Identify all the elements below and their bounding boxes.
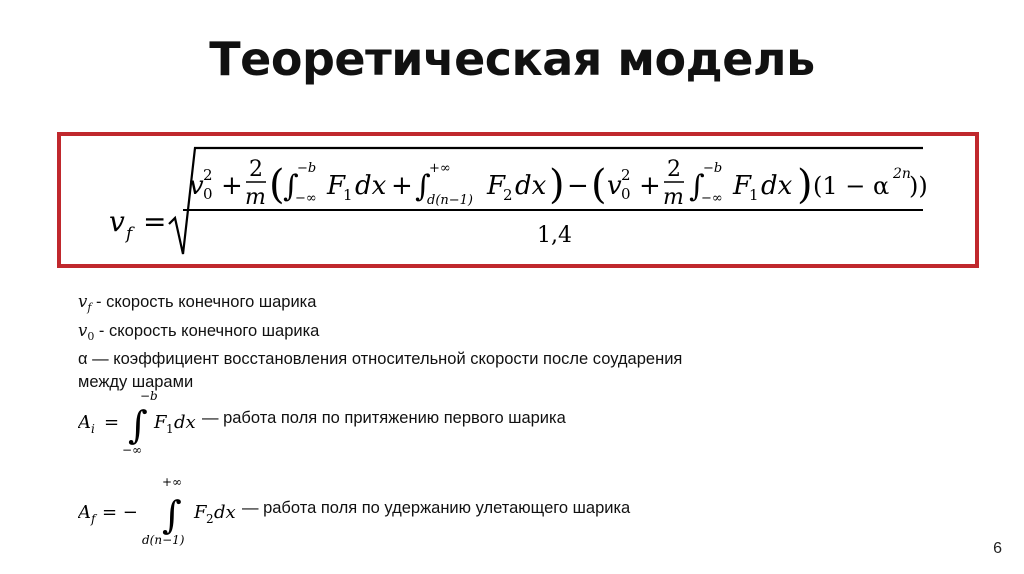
- num-integral-1: ∫: [283, 169, 299, 204]
- def-text: — коэффициент восстановления относительной скорости после соударения: [87, 350, 683, 368]
- af-integrand-sub: 2: [206, 512, 214, 526]
- num-v0-b-sub: 0: [621, 185, 631, 203]
- num-dx-2: dx: [515, 171, 547, 201]
- num-v0-b: v: [607, 171, 622, 201]
- num-v0-sub: 0: [203, 185, 213, 203]
- denominator: 1,4: [537, 223, 572, 248]
- num-integral-3: ∫: [689, 169, 705, 204]
- num-int3-lower: −∞: [701, 191, 723, 206]
- ai-upper: −b: [140, 389, 158, 403]
- num-dx-1: dx: [355, 171, 387, 201]
- num-F1: F: [327, 171, 346, 201]
- af-upper: +∞: [162, 475, 183, 489]
- num-paren-open-1: (: [269, 162, 285, 208]
- num-frac1-num: 2: [249, 157, 263, 182]
- af-lhs-sub: f: [91, 512, 96, 526]
- def-symbol-sub: f: [87, 301, 92, 314]
- formula-equals: =: [143, 205, 167, 238]
- num-int1-upper: −b: [297, 161, 317, 176]
- af-integral: ∫: [162, 493, 182, 537]
- ai-equals: =: [104, 412, 120, 433]
- def-symbol: v: [78, 321, 88, 340]
- definition-vf: [78, 290, 798, 319]
- num-frac1-den: m: [245, 185, 266, 210]
- def-text: между шарами: [78, 373, 194, 391]
- num-int2-upper: +∞: [429, 161, 451, 176]
- num-v0: v: [189, 171, 204, 201]
- formula-lhs-sub: f: [126, 224, 133, 244]
- ai-lower: −∞: [122, 443, 143, 457]
- num-frac2-den: m: [663, 185, 684, 210]
- num-frac2-num: 2: [667, 157, 681, 182]
- ai-integrand-sub: 1: [166, 422, 174, 436]
- af-lhs: A: [78, 502, 91, 523]
- af-dx: dx: [214, 502, 236, 523]
- num-plus-3: +: [639, 171, 661, 201]
- def-symbol-sub: 0: [87, 330, 95, 343]
- ai-dx: dx: [174, 412, 196, 433]
- num-paren-close-1: ): [549, 162, 565, 208]
- num-dx-3: dx: [761, 171, 793, 201]
- num-integral-2: ∫: [415, 169, 431, 204]
- slide-title: Теоретическая модель: [209, 32, 815, 86]
- af-integrand: F: [194, 502, 207, 523]
- def-text: - скорость конечного шарика: [91, 293, 317, 311]
- work-definition-af: [78, 474, 778, 554]
- main-formula: [61, 136, 975, 264]
- af-lower: d(n−1): [142, 533, 185, 547]
- num-int1-lower: −∞: [295, 191, 317, 206]
- num-factor-close: )): [909, 172, 928, 200]
- num-F2-sub: 2: [503, 186, 513, 204]
- ai-lhs-sub: i: [91, 422, 95, 436]
- page-number: 6: [993, 540, 1002, 557]
- num-F1-sub: 1: [343, 186, 353, 204]
- num-F2: F: [487, 171, 506, 201]
- num-plus-2: +: [391, 171, 413, 201]
- def-symbol: v: [78, 292, 88, 311]
- af-description: — работа поля по удержанию улетающего шарика: [242, 499, 631, 517]
- num-int3-upper: −b: [703, 161, 723, 176]
- num-paren-open-2: (: [591, 162, 607, 208]
- def-text: - скорость конечного шарика: [94, 322, 320, 340]
- num-plus-1: +: [221, 171, 243, 201]
- num-paren-close-2: ): [797, 162, 813, 208]
- ai-integrand: F: [154, 412, 167, 433]
- definitions-list: [78, 290, 798, 394]
- ai-lhs: A: [78, 412, 91, 433]
- num-v0-sup: 2: [203, 166, 213, 184]
- af-equals: = −: [102, 502, 138, 523]
- num-minus: −: [567, 171, 589, 201]
- num-F1-b: F: [733, 171, 752, 201]
- num-factor: (1 − α: [813, 172, 890, 200]
- ai-integral: ∫: [128, 403, 148, 447]
- num-v0-b-sup: 2: [621, 166, 631, 184]
- definition-v0: [78, 319, 798, 348]
- definition-alpha: [78, 348, 798, 371]
- def-symbol: α: [78, 350, 88, 368]
- main-formula-box: [57, 132, 979, 268]
- num-factor-sup: 2n: [893, 166, 911, 182]
- num-F1-b-sub: 1: [749, 186, 759, 204]
- formula-lhs: v: [109, 205, 125, 238]
- work-definition-ai: [78, 384, 778, 464]
- num-int2-lower: d(n−1): [427, 193, 474, 208]
- ai-description: — работа поля по притяжению первого шарика: [202, 409, 566, 427]
